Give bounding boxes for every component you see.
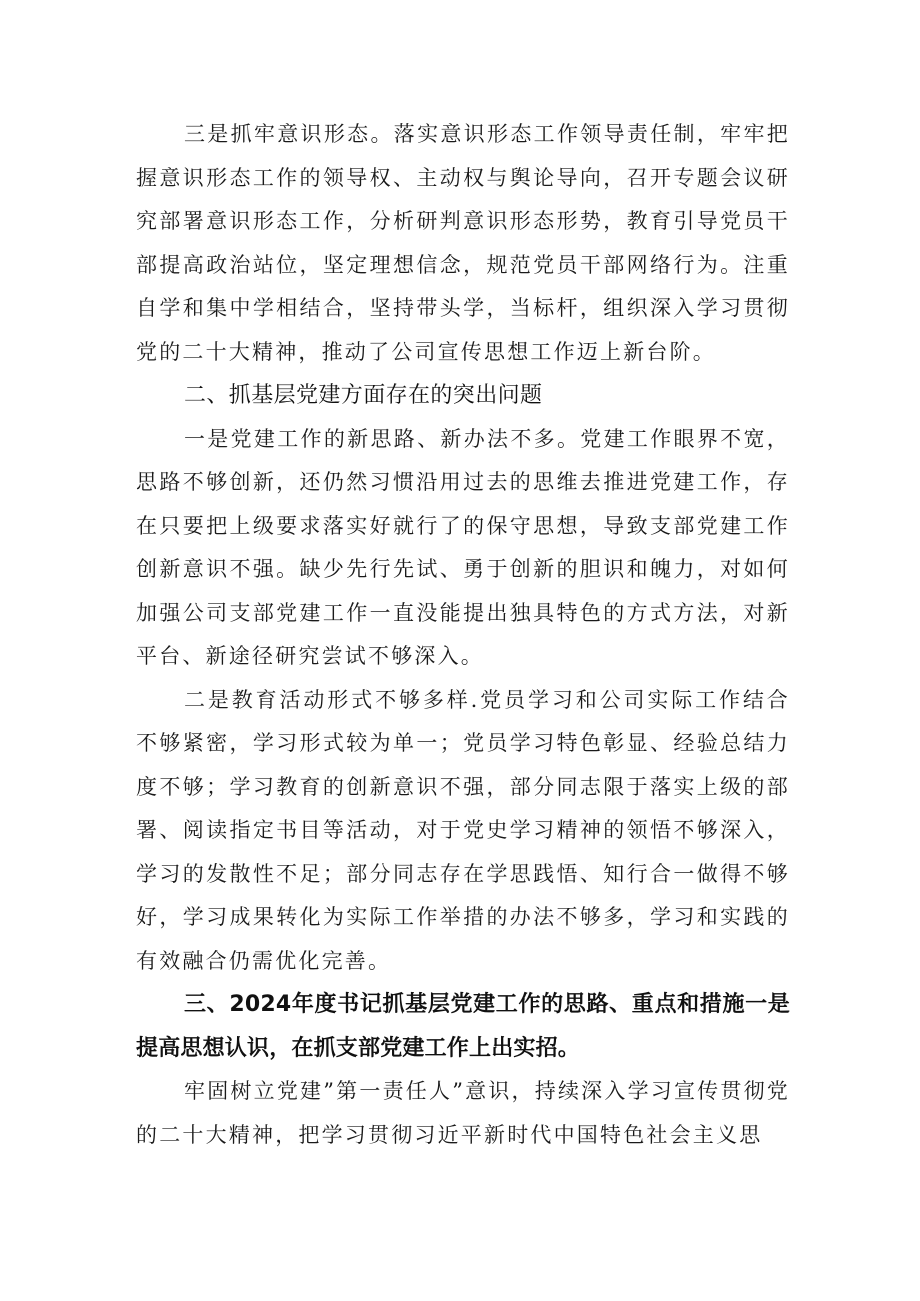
section-heading-problems: 二、抓基层党建方面存在的突出问题 [184,383,543,408]
paragraph-ideology: 三是抓牢意识形态。落实意识形态工作领导责任制，牢牢把握意识形态工作的领导权、主动权与舆论导向，召开专题会议研究部署意识形态工作，分析研判意识形态形势，教育引导党员干部提高政治站位，坚定理想信念，规范党员干部网络行为。注重自学和集中学相结合，坚持带头学，当标杆，组织深入学习贯彻党的二十大精神，推动了公司宣传思想工作迈上新台阶。 [136,122,790,364]
paragraph-first-responsible: 牢固树立党建”第一责任人”意识，持续深入学习宣传贯彻党的二十大精神，把学习贯彻习近平新时代中国特色社会主义思 [136,1079,790,1147]
document-body [136,113,790,1157]
section-heading-2024-plan: 三、2024年度书记抓基层党建工作的思路、重点和措施一是提高思想认识，在抓支部党建工作上出实招。 [136,992,790,1061]
paragraph-new-ideas: 一是党建工作的新思路、新办法不多。党建工作眼界不宽，思路不够创新，还仍然习惯沿用过去的思维去推进党建工作，存在只要把上级要求落实好就行了的保守思想，导致支部党建工作创新意识不强。缺少先行先试、勇于创新的胆识和魄力，对如何加强公司支部党建工作一直没能提出独具特色的方式方法，对新平台、新途径研究尝试不够深入。 [136,426,790,668]
paragraph-education-activities: 二是教育活动形式不够多样.党员学习和公司实际工作结合不够紧密，学习形式较为单一；党员学习特色彰显、经验总结力度不够；学习教育的创新意识不强，部分同志限于落实上级的部署、阅读指定书目等活动，对于党史学习精神的领悟不够深入，学习的发散性不足；部分同志存在学思践悟、知行合一做得不够好，学习成果转化为实际工作举措的办法不够多，学习和实践的有效融合仍需优化完善。 [136,687,790,973]
